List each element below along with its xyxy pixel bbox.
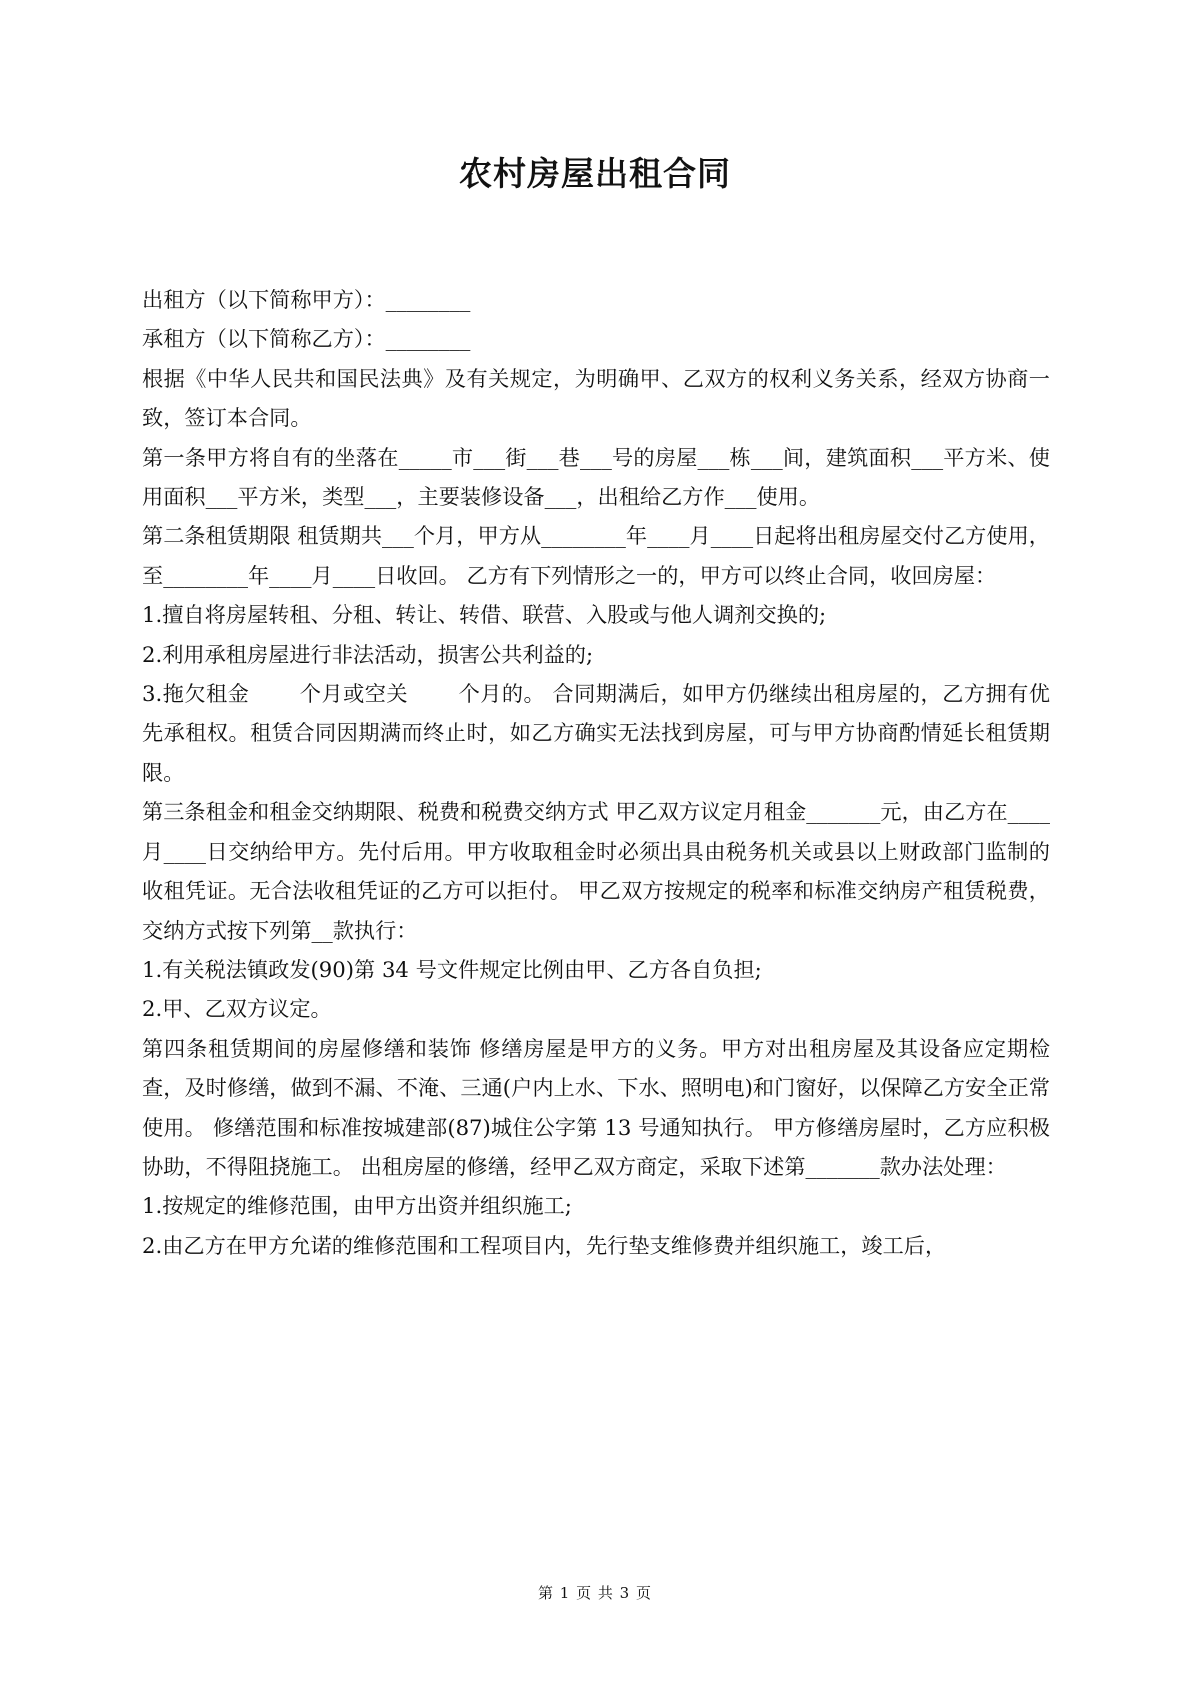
article-3-item-2: 2.甲、乙双方议定。 [142,996,332,1022]
article-4-item-1: 1.按规定的维修范围，由甲方出资并组织施工; [142,1193,572,1219]
article-2-item-1: 1.擅自将房屋转租、分租、转让、转借、联营、入股或与他人调剂交换的; [142,602,827,628]
article-1-paragraph: 第一条甲方将自有的坐落在_____市___街___巷___号的房屋___栋___间，建筑面积___平方米、使用面积___平方米，类型___，主要装修设备___，出租给乙方作___使用。 [142,444,1050,510]
article-2-item-2: 2.利用承租房屋进行非法活动，损害公共利益的; [142,641,594,667]
party-lessee-line: 承租方（以下简称乙方）：________ [142,326,471,352]
article-2-item-3: 3.拖欠租金 个月或空关 个月的。 合同期满后，如甲方仍继续出租房屋的，乙方拥有优先承租权。租赁合同因期满而终止时，如乙方确实无法找到房屋，可与甲方协商酌情延长租赁期限。 [142,681,1050,785]
article-2-paragraph: 第二条租赁期限 租赁期共___个月，甲方从________年____月____日起将出租房屋交付乙方使用，至________年____月____日收回。 乙方有下列情形之一的，甲方可以终止合同，收回房屋： [142,523,1050,588]
preamble-paragraph: 根据《中华人民共和国民法典》及有关规定，为明确甲、乙双方的权利义务关系，经双方协商一致，签订本合同。 [142,365,1050,431]
document-title: 农村房屋出租合同 [459,154,731,193]
article-3-item-1: 1.有关税法镇政发(90)第 34 号文件规定比例由甲、乙方各自负担; [142,956,762,982]
page-number-footer: 第 1 页 共 3 页 [538,1584,652,1602]
article-3-paragraph: 第三条租金和租金交纳期限、税费和税费交纳方式 甲乙双方议定月租金_______元，由乙方在____月____日交纳给甲方。先付后用。甲方收取租金时必须出具由税务机关或县以上财政部门监制的收租凭证。无合法收租凭证的乙方可以拒付。 甲乙双方按规定的税率和标准交纳房产租赁税费，交纳方式按下列第__款执行： [142,799,1050,943]
document-body [142,280,1050,1265]
article-4-paragraph: 第四条租赁期间的房屋修缮和装饰 修缮房屋是甲方的义务。甲方对出租房屋及其设备应定期检查，及时修缮，做到不漏、不淹、三通(户内上水、下水、照明电)和门窗好，以保障乙方安全正常使用。 修缮范围和标准按城建部(87)城住公字第 13 号通知执行。 甲方修缮房屋时，乙方应积极协助，不得阻挠施工。 出租房屋的修缮，经甲乙双方商定，采取下述第_______款办法处理： [142,1035,1050,1179]
article-4-item-2: 2.由乙方在甲方允诺的维修范围和工程项目内，先行垫支维修费并组织施工，竣工后， [142,1232,947,1258]
party-lessor-line: 出租方（以下简称甲方）：________ [142,287,471,312]
